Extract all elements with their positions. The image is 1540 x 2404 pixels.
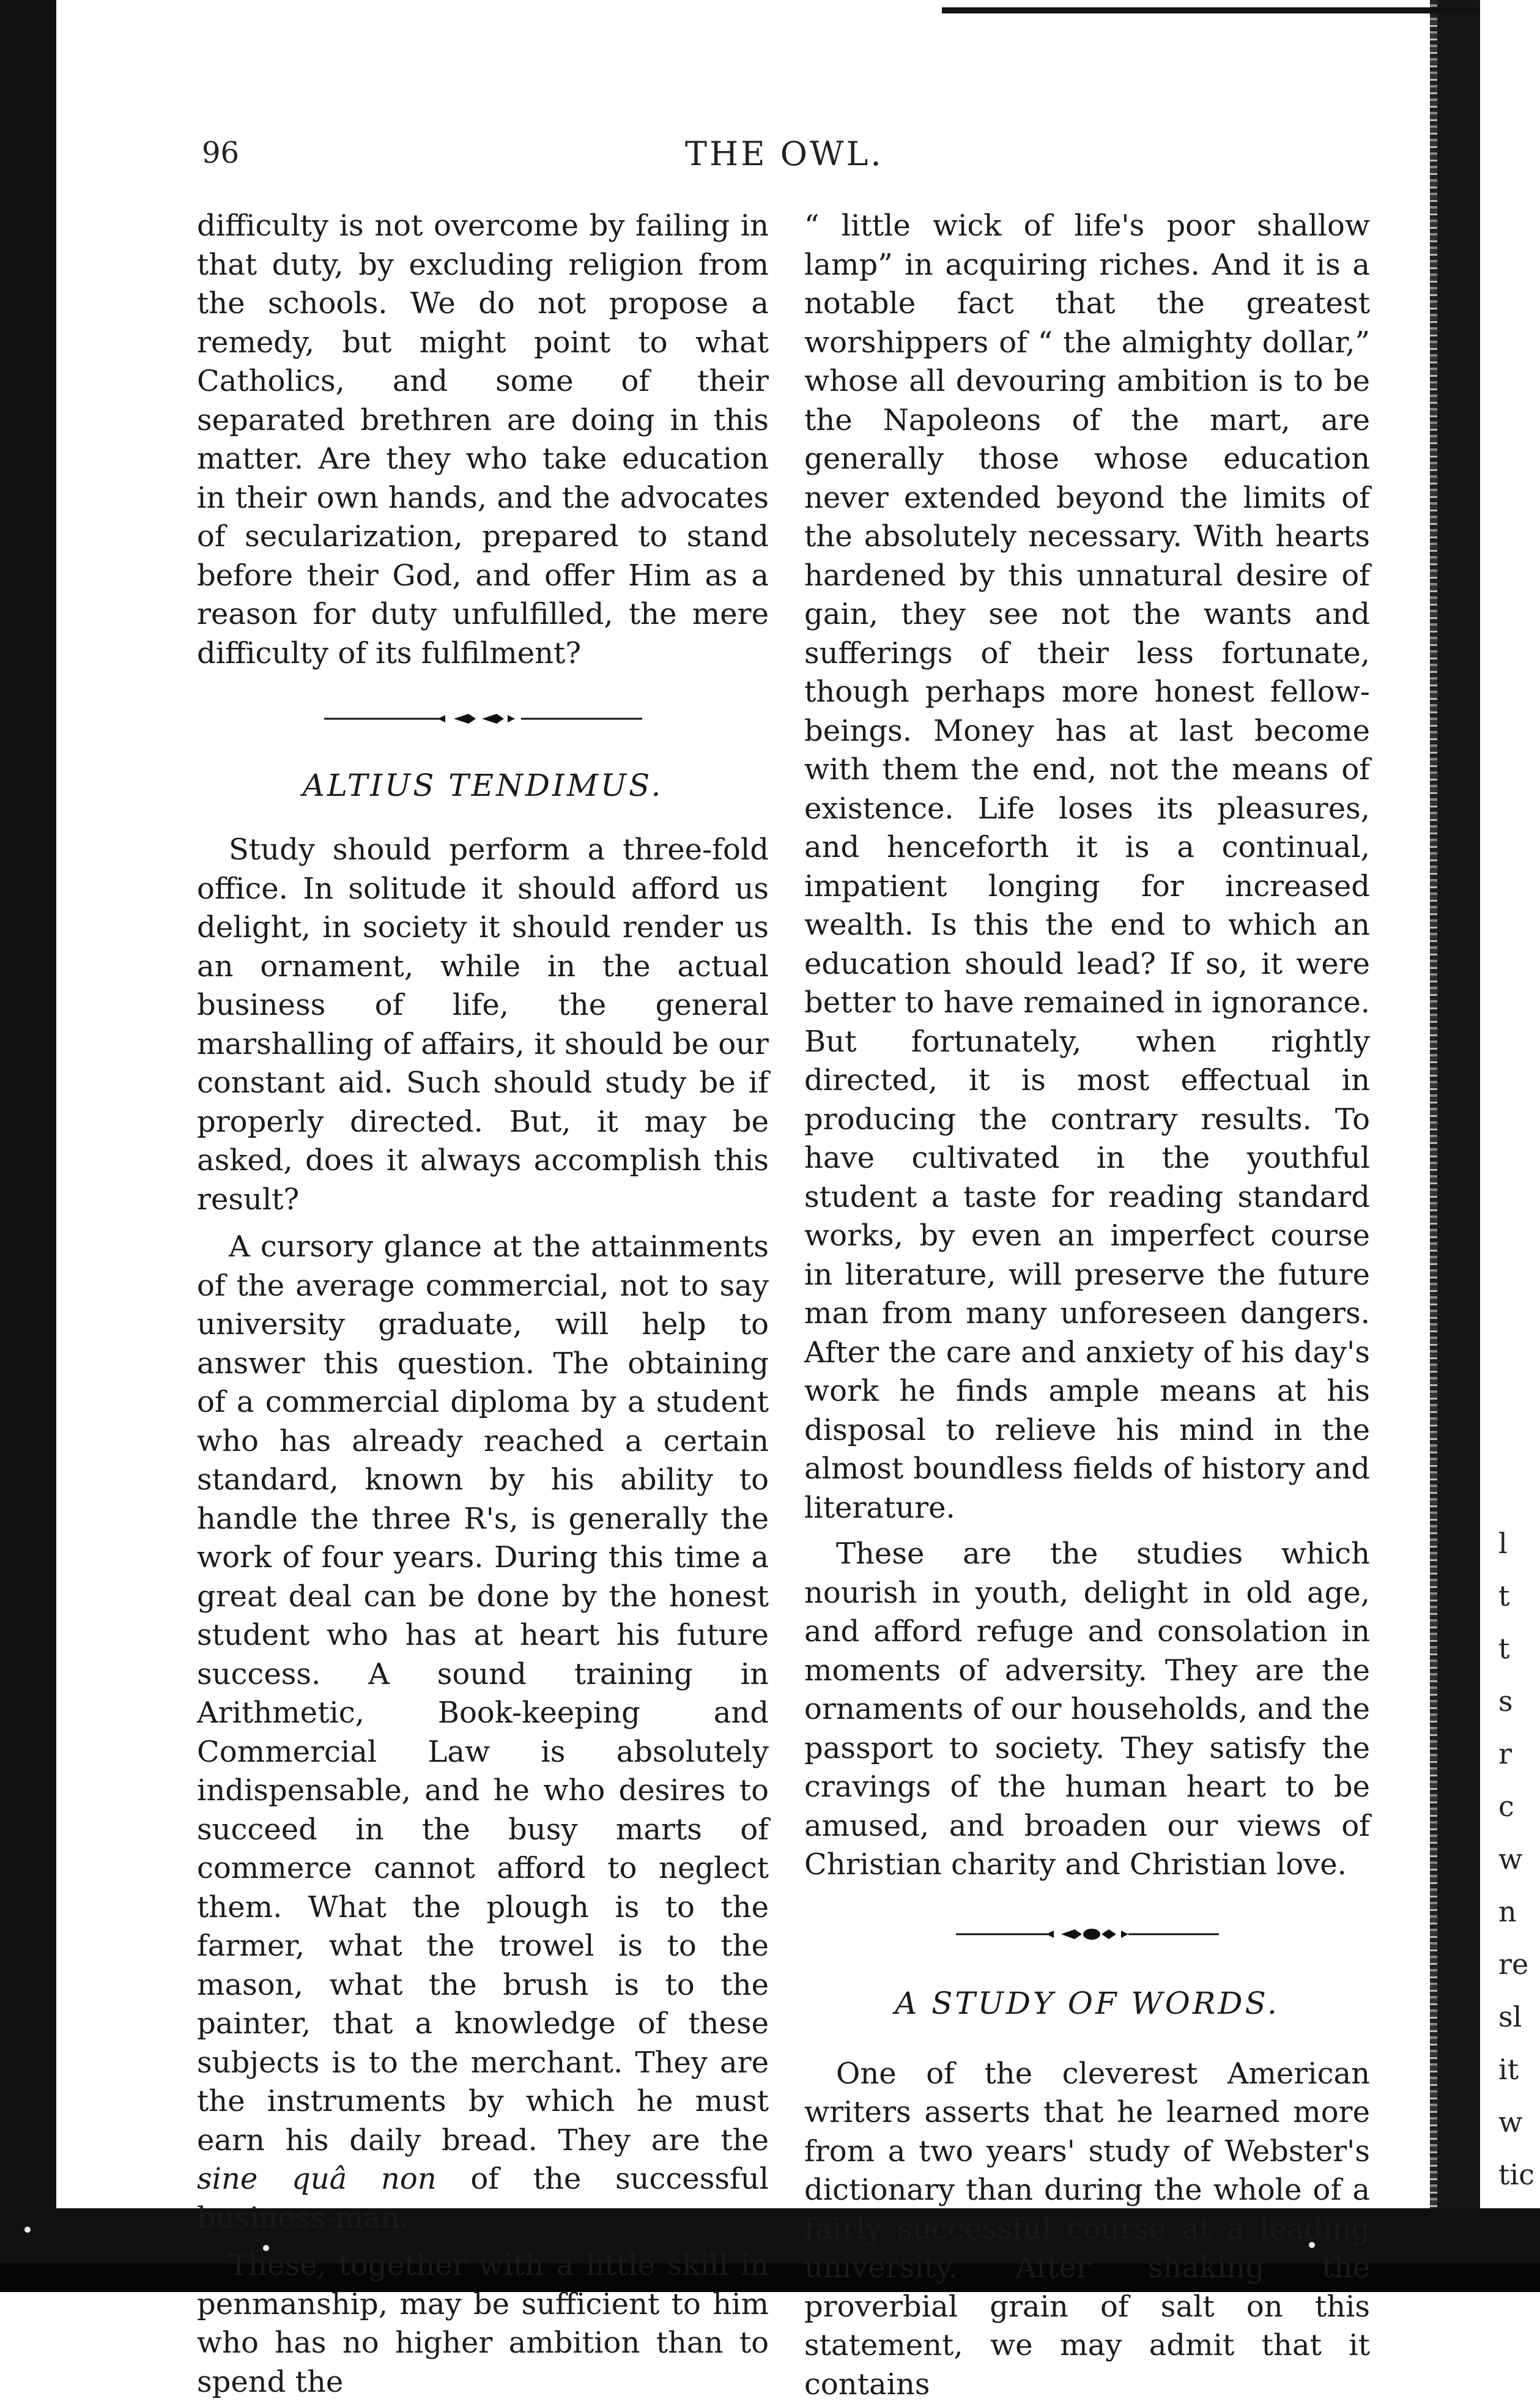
section-heading-study-of-words: A STUDY OF WORDS. [804,1985,1370,2022]
margin-fragment: r [1498,1727,1540,1780]
section-heading-altius: ALTIUS TENDIMUS. [197,767,769,804]
margin-fragment: t [1498,1570,1540,1622]
continuation-paragraph: difficulty is not overcome by failing in that duty, by excluding religion from the schools. We do not propose a remedy, but might point to what Catholics, and some of their separated brethren are doing in this matter. Are they who take education in their own hands, and the advocates of secularization, prepared to stand before their God, and offer Him as a reason for duty unfulfilled, the mere difficulty of its fulfilment? [197,207,769,673]
section-divider-ornament [804,1913,1370,1956]
article-paragraph [197,1228,769,2238]
divider-flourish-icon [324,711,642,726]
article-paragraph: These are the studies which nourish in youth, delight in old age, and afford refuge and consolation in moments of adversity. They are the ornaments of our households, and the passport to society. They satisfy the cravings of the human heart to be amused, and broaden our views of Christian charity and Christian love. [804,1535,1370,1885]
margin-fragment: s [1498,1675,1540,1727]
facing-page-fragments [1498,1517,1540,2201]
margin-fragment: it [1498,2043,1540,2096]
article-paragraph: These, together with a little skill in penmanship, may be sufficient to him who has no higher ambition than to spend the [197,2246,769,2402]
margin-fragment: re [1498,1938,1540,1990]
article-paragraph: Study should perform a three-fold office. In solitude it should afford us delight, in society it should render us an ornament, while in the actual business of life, the general marshalling of affairs, it should be our constant aid. Such should study be if properly directed. But, it may be asked, does it always accomplish this result? [197,831,769,1219]
margin-fragment: sl [1498,1990,1540,2043]
page-number: 96 [202,136,239,170]
article-paragraph-text: A cursory glance at the attainments of the average commercial, not to say university graduate, will help to answer this question. The obtaining of a commercial diploma by a student who has already reached a certain standard, known by his ability to handle the three R's, is generally the work of four years. During this time a great deal can be done by the honest student who has at heart his future success. A sound training in Arithmetic, Book-keeping and Commercial Law is absolutely indispensable, and he who desires to succeed in the busy marts of commerce cannot afford to neglect them. What the plough is to the farmer, what the trowel is to the mason, what the brush is to the painter, that a knowledge of these subjects is to the merchant. They are the instruments by which he must earn his daily bread. They are the [197,1230,769,2157]
margin-fragment: l [1498,1517,1540,1570]
margin-fragment: t [1498,1622,1540,1675]
margin-fragment: w [1498,2096,1540,2148]
scan-edge-top [942,7,1480,13]
latin-phrase: sine quâ non [197,2162,437,2196]
right-column [804,207,1370,2404]
margin-fragment: w [1498,1833,1540,1885]
article-paragraph: “ little wick of life's poor shallow lamp” in acquiring riches. And it is a notable fact that the greatest worshippers of “ the almighty dollar,” whose all devouring ambition is to be the Napoleons of the mart, are generally those whose education never extended beyond the limits of the absolutely necessary. With hearts hardened by this unnatural desire of gain, they see not the wants and sufferings of their less fortunate, though perhaps more honest fellow-beings. Money has at last become with them the end, not the means of existence. Life loses its pleasures, and henceforth it is a continual, impatient longing for increased wealth. Is this the end to which an education should lead? If so, it were better to have remained in ignorance. But fortunately, when rightly directed, it is most effectual in producing the contrary results. To have cultivated in the youthful student a taste for reading standard works, by even an imperfect course in literature, will preserve the future man from many unforeseen dangers. After the care and anxiety of his day's work he finds ample means at his disposal to relieve his mind in the almost boundless fields of history and literature. [804,207,1370,1527]
scan-edge-right [1437,0,1480,2220]
margin-fragment: tic [1498,2148,1540,2201]
running-title: THE OWL. [685,135,884,173]
divider-flourish-icon [956,1927,1219,1942]
margin-fragment: n [1498,1885,1540,1938]
scan-speck [24,2227,31,2233]
left-column [197,207,769,2402]
article-paragraph-tail: of the successful business-man. [197,2162,769,2235]
article-paragraph: One of the cleverest American writers asserts that he learned more from a two years' study of Webster's dictionary than during the whole of a fairly successful course at a leading university. After shaking the proverbial grain of salt on this statement, we may admit that it contains [804,2055,1370,2404]
section-divider-ornament [197,697,769,740]
margin-fragment: c [1498,1780,1540,1833]
scan-edge-left [0,0,56,2292]
